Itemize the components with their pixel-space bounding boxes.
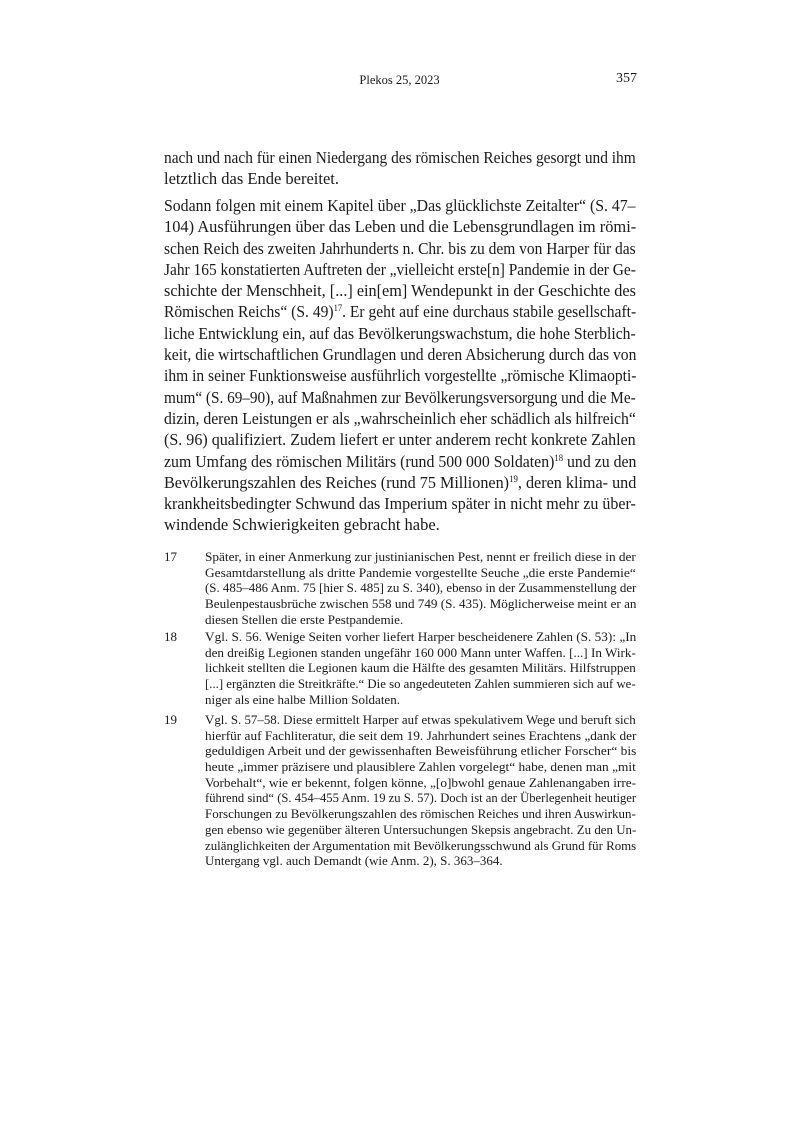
text-line-content	[205, 743, 636, 759]
text-run: führend sind“ (S. 454–455 Anm. 19 zu S. 57). Doch ist an der Überlegenheit heutiger	[205, 790, 637, 806]
page-number: 357	[616, 71, 637, 86]
text-run: Forschungen zu Bevölkerungszahlen des römischen Reiches und ihren Auswirkun-	[205, 806, 636, 822]
text-run: Vorbehalt“, wie er bekennt, folgen könne, „[o]bwohl genaue Zahlenangaben irre-	[205, 774, 637, 790]
text-run: gen ebenso wie gegenüber älteren Untersuchungen Skepsis angebracht. Zu den Un-	[205, 821, 637, 837]
text-run: Später, in einer Anmerkung zur justinianischen Pest, nennt er freilich diese in der	[205, 549, 636, 564]
text-line	[205, 549, 636, 565]
text-line-content	[205, 728, 636, 744]
text-run: keit, die wirtschaftlichen Grundlagen und deren Absicherung durch das von	[164, 345, 637, 365]
text-run: schichte der Menschheit, [...] ein[em] Wendepunkt in der Geschichte des	[164, 281, 636, 301]
text-line	[205, 565, 636, 581]
text-run: letztlich das Ende bereitet.	[164, 169, 340, 189]
text-run: Untergang vgl. auch Demandt (wie Anm. 2), S. 363–364.	[205, 853, 503, 869]
text-run: 104) Ausführungen über das Leben und die Lebensgrundlagen im römi-	[164, 217, 637, 237]
footnote-reference[interactable]: 17	[333, 303, 343, 314]
text-run: krankheitsbedingter Schwund das Imperium später in nicht mehr zu über-	[164, 494, 636, 514]
text-line	[164, 472, 636, 493]
text-run: . Er geht auf eine durchaus stabile gesellschaft-	[342, 302, 637, 322]
text-line	[205, 676, 636, 692]
text-run: heute „immer präzisere und plausiblere Zahlen vorgelegt“ habe, denen man „mit	[205, 759, 636, 775]
text-line-content	[164, 238, 636, 259]
text-run: schen Reich des zweiten Jahrhunderts n. Chr. bis zu dem von Harper für das	[164, 238, 636, 258]
text-line-content	[205, 775, 636, 791]
text-line	[164, 195, 636, 216]
text-run: , deren klima- und	[517, 472, 637, 492]
text-run: geduldigen Arbeit und der gewissenhaften Beweisführung etlicher Forscher“ bis	[205, 743, 637, 759]
text-line-content	[205, 712, 636, 728]
text-line	[164, 168, 636, 189]
text-line-content	[164, 259, 636, 280]
text-run: zulänglichkeiten der Argumentation mit Bevölkerungsschwund als Grund für Roms	[205, 837, 637, 853]
text-line-content	[164, 147, 636, 168]
text-line	[205, 759, 636, 775]
text-run: Jahr 165 konstatierten Auftreten der „vielleicht erste[n] Pandemie in der Ge-	[164, 259, 636, 279]
text-line	[164, 344, 636, 365]
text-line	[205, 645, 636, 661]
footnote-text	[205, 549, 636, 627]
text-line-content	[205, 790, 636, 806]
text-line-content	[205, 759, 636, 775]
text-run: nach und nach für einen Niedergang des römischen Reiches gesorgt und ihm	[164, 148, 636, 167]
text-run: [...] ergänzten die Streitkräfte.“ Die so angedeuteten Zahlen summieren sich auf we-	[205, 676, 636, 692]
text-line	[205, 629, 636, 645]
text-line	[205, 743, 636, 759]
text-line-content	[164, 429, 636, 450]
text-run: lichkeit stellten die Legionen kaum die Hälfte des gesamten Militärs. Hilfstruppen	[205, 660, 636, 676]
text-line	[205, 660, 636, 676]
text-line-content	[205, 645, 636, 661]
text-run: liche Entwicklung ein, auf das Bevölkerungswachstum, die hohe Sterblich-	[164, 323, 636, 343]
footnote-number: 18	[164, 629, 177, 644]
text-line-content	[205, 660, 636, 676]
text-line	[205, 838, 636, 854]
body-paragraph	[164, 147, 636, 190]
text-run: Beulenpestausbrüche zwischen 558 und 749 (S. 435). Möglicherweise meint er an	[205, 596, 637, 612]
text-line-content	[164, 301, 636, 322]
text-run: und zu den	[563, 451, 637, 471]
text-line	[164, 365, 636, 386]
text-line	[164, 280, 636, 301]
text-line-content	[164, 216, 636, 237]
text-line-content	[164, 344, 636, 365]
text-line	[164, 451, 636, 472]
text-line-content	[164, 472, 636, 493]
text-line-content	[164, 387, 636, 408]
footnote-number: 17	[164, 549, 177, 564]
text-run: Römischen Reichs“ (S. 49)	[164, 302, 334, 322]
text-line	[164, 408, 636, 429]
text-run: Bevölkerungszahlen des Reiches (rund 75 Millionen)	[164, 472, 510, 492]
footnote-number: 19	[164, 712, 177, 727]
text-line	[205, 692, 636, 708]
text-line	[164, 429, 636, 450]
text-line	[205, 596, 636, 612]
footnote-reference[interactable]: 19	[509, 473, 518, 484]
footnote-text	[205, 629, 636, 707]
text-line-content	[164, 365, 636, 386]
text-line	[164, 147, 636, 168]
text-run: Vgl. S. 57–58. Diese ermittelt Harper auf etwas spekulativem Wege und beruft sich	[205, 712, 636, 727]
text-run: Sodann folgen mit einem Kapitel über „Das glücklichste Zeitalter“ (S. 47–	[164, 196, 636, 215]
text-line	[164, 259, 636, 280]
text-line-content	[164, 323, 636, 344]
text-line-content	[205, 549, 636, 565]
text-run: windende Schwierigkeiten gebracht habe.	[164, 515, 440, 535]
text-line-content	[205, 692, 400, 708]
text-line	[164, 514, 636, 535]
text-line-content	[205, 676, 636, 692]
text-line-content	[164, 451, 636, 472]
text-run: zum Umfang des römischen Militärs (rund 500 000 Soldaten)	[164, 451, 555, 471]
text-line	[164, 301, 636, 322]
text-run: Gesamtdarstellung als dritte Pandemie vorgestellte Seuche „die erste Pandemie“	[205, 564, 636, 580]
text-line	[205, 580, 636, 596]
text-line-content	[205, 838, 636, 854]
text-line	[205, 822, 636, 838]
text-line	[164, 216, 636, 237]
text-run: diesen Stellen die erste Pestpandemie.	[205, 611, 404, 627]
text-run: (S. 485–486 Anm. 75 [hier S. 485] zu S. 340), ebenso in der Zusammenstellung der	[205, 580, 637, 596]
text-line-content	[164, 493, 636, 514]
text-line-content	[164, 514, 440, 535]
text-line	[164, 323, 636, 344]
text-line-content	[205, 853, 503, 869]
text-line	[205, 728, 636, 744]
text-line-content	[205, 822, 636, 838]
text-run: hierfür auf Fachliteratur, die seit dem 19. Jahrhundert seines Erachtens „dank der	[205, 727, 637, 743]
text-run: (S. 96) qualifiziert. Zudem liefert er unter anderem recht konkrete Zahlen	[164, 430, 636, 450]
text-run: den dreißig Legionen standen ungefähr 160 000 Mann unter Waffen. [...] In Wirk-	[205, 644, 636, 660]
text-run: Vgl. S. 56. Wenige Seiten vorher liefert Harper bescheidenere Zahlen (S. 53): „In	[205, 629, 637, 644]
text-run: mum“ (S. 69–90), auf Maßnahmen zur Bevölkerungsversorgung und die Me-	[164, 387, 636, 407]
footnote-text	[205, 712, 636, 869]
text-line	[164, 387, 636, 408]
text-line	[164, 238, 636, 259]
text-run: niger als eine halbe Million Soldaten.	[205, 691, 400, 707]
text-line-content	[164, 195, 636, 216]
text-line-content	[205, 806, 636, 822]
text-line-content	[164, 168, 339, 189]
running-header: Plekos 25, 2023	[359, 73, 440, 87]
text-run: ihm in seiner Funktionsweise ausführlich vorgestellte „römische Klimaopti-	[164, 366, 637, 386]
text-line	[205, 790, 636, 806]
text-line-content	[164, 280, 636, 301]
text-line-content	[205, 629, 636, 645]
text-line	[205, 712, 636, 728]
body-paragraph	[164, 195, 636, 536]
text-line	[205, 853, 636, 869]
text-line	[205, 775, 636, 791]
text-line	[164, 493, 636, 514]
text-line	[205, 806, 636, 822]
text-line-content	[164, 408, 636, 429]
footnote-reference[interactable]: 18	[554, 452, 564, 463]
text-line-content	[205, 565, 636, 581]
text-line-content	[205, 596, 636, 612]
text-line-content	[205, 580, 636, 596]
text-line-content	[205, 612, 403, 628]
text-run: dizin, deren Leistungen er als „wahrscheinlich eher schädlich als hilfreich“	[164, 408, 636, 428]
text-line	[205, 612, 636, 628]
